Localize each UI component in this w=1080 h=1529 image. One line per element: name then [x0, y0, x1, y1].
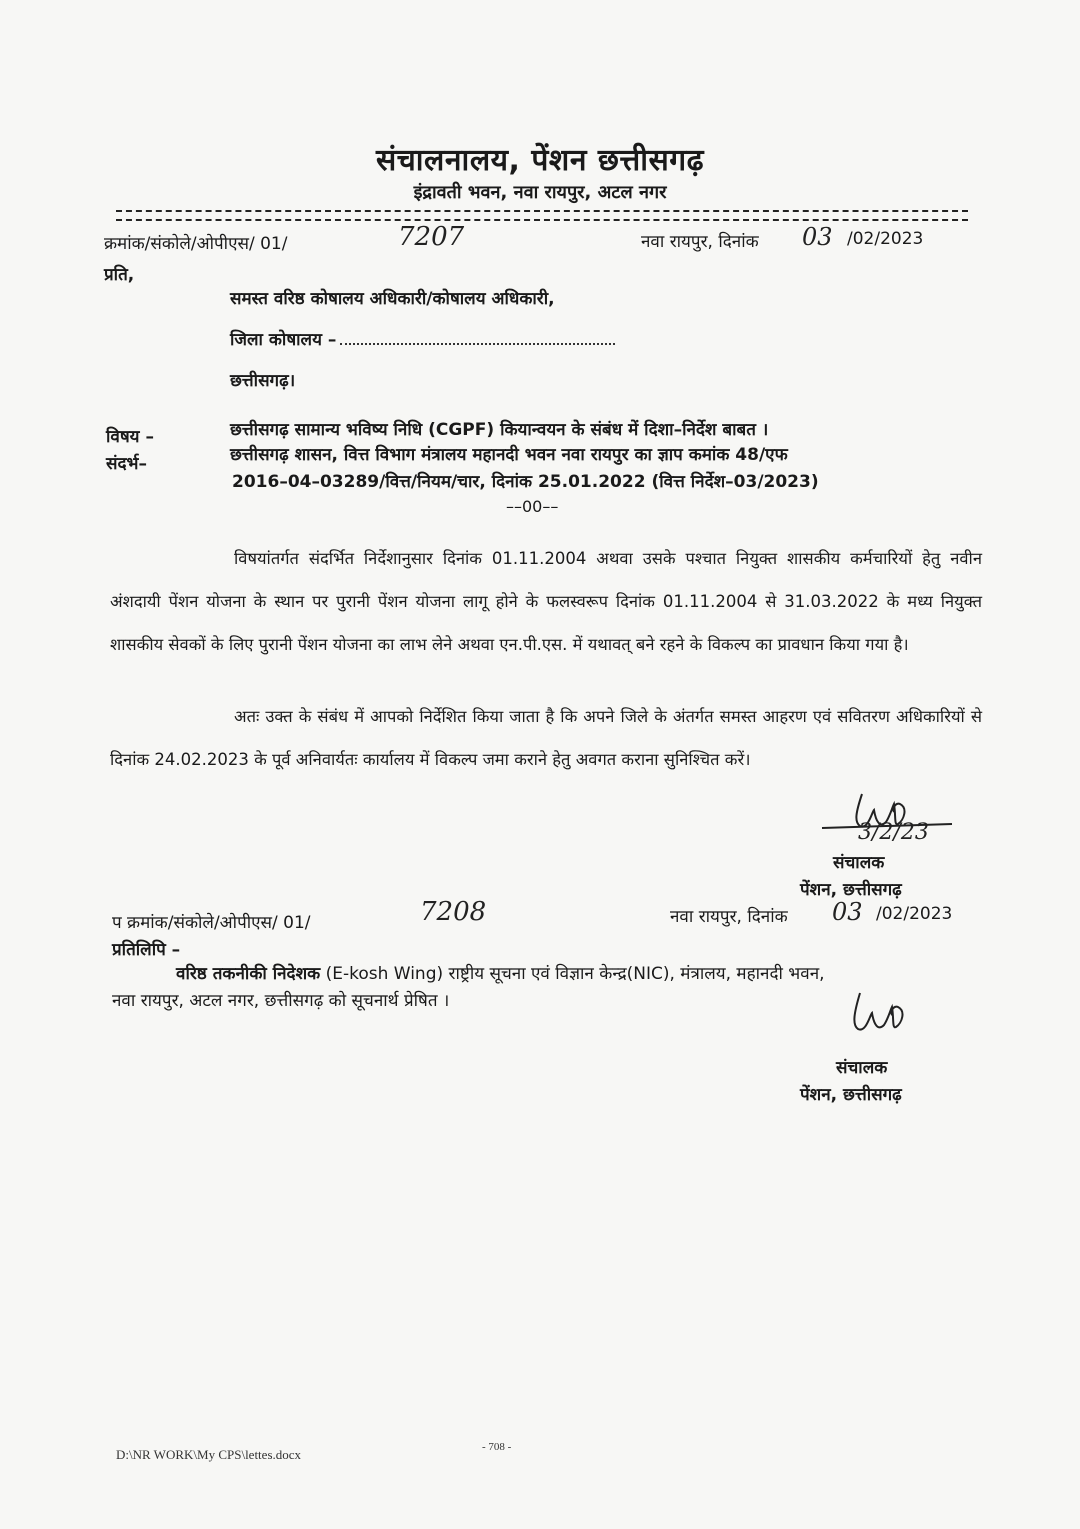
office-address: इंद्रावती भवन, नवा रायपुर, अटल नगर — [413, 182, 667, 203]
recipient-line-3: छत्तीसगढ़। — [230, 371, 296, 391]
paragraph-2-text: अतः उक्त के संबंध में आपको निर्देशित किया जाता है कि अपने जिले के अंतर्गत समस्त आहरण एवं सवितरण अधिकारियों से दिनांक 24.02.2023 के पूर्व अनिवार्यतः कार्यालय में विकल्प जमा कराने हेतु अवगत कराना सुनिश्चित करें। — [110, 707, 982, 769]
copy-recipient-rest: (E-kosh Wing) राष्ट्रीय सूचना एवं विज्ञान केन्द्र(NIC), मंत्रालय, महानदी भवन, — [325, 964, 825, 984]
signatory-2-office: पेंशन, छत्तीसगढ़ — [800, 1085, 902, 1105]
subject-text: छत्तीसगढ़ सामान्य भविष्य निधि (CGPF) कियान्वयन के संबंध में दिशा–निर्देश बाबत । — [230, 420, 769, 440]
recipient-line-2 — [230, 327, 615, 350]
office-title: संचालनालय, पेंशन छत्तीसगढ़ — [375, 143, 705, 178]
copy-ref-prefix: प क्रमांक/संकोले/ओपीएस/ 01/ — [112, 913, 311, 933]
body-paragraph-1 — [110, 537, 982, 666]
signatory-1-office: पेंशन, छत्तीसगढ़ — [800, 880, 902, 900]
letter-date-rest: /02/2023 — [847, 229, 924, 249]
signature-2-image — [830, 985, 940, 1055]
copy-date-day: 03 — [832, 898, 863, 926]
footer-file-path: D:\NR WORK\My CPS\lettes.docx — [116, 1447, 302, 1462]
letter-ref-number: 7207 — [398, 222, 465, 252]
separator: ––00–– — [506, 497, 559, 516]
copy-line-1 — [176, 961, 825, 984]
reference-line-2: 2016–04–03289/वित्त/नियम/चार, दिनांक 25.01.2022 (वित्त निर्देश–03/2023) — [232, 472, 819, 492]
letter-date-day: 03 — [802, 223, 833, 251]
header-divider — [116, 210, 968, 221]
to-label: प्रति, — [104, 265, 135, 285]
copy-ref-number: 7208 — [420, 897, 487, 927]
copy-line-2: नवा रायपुर, अटल नगर, छत्तीसगढ़ को सूचनार्थ प्रेषित । — [112, 991, 450, 1011]
subject-label: विषय – — [106, 427, 154, 447]
copy-date-prefix: नवा रायपुर, दिनांक — [670, 907, 788, 927]
reference-line-1: छत्तीसगढ़ शासन, वित्त विभाग मंत्रालय महानदी भवन नवा रायपुर का ज्ञाप कमांक 48/एफ — [230, 445, 788, 465]
copy-recipient-bold: वरिष्ठ तकनीकी निदेशक — [176, 964, 321, 984]
blank-fill-line — [340, 343, 615, 345]
signature-date: 3/2/23 — [858, 820, 929, 845]
footer-page-number: - 708 - — [482, 1441, 512, 1453]
signatory-1-title: संचालक — [833, 853, 885, 873]
letter-date-prefix: नवा रायपुर, दिनांक — [641, 232, 759, 252]
reference-label: संदर्भ– — [106, 454, 147, 474]
body-paragraph-2 — [110, 695, 982, 781]
letter-ref-prefix: क्रमांक/संकोले/ओपीएस/ 01/ — [104, 234, 288, 254]
signatory-2-title: संचालक — [836, 1058, 888, 1078]
paragraph-1-text: विषयांतर्गत संदर्भित निर्देशानुसार दिनांक 01.11.2004 अथवा उसके पश्चात नियुक्त शासकीय कर्मचारियों हेतु नवीन अंशदायी पेंशन योजना के स्थान पर पुरानी पेंशन योजना लागू होने के फलस्वरूप दिनांक 01.11.2004 से 31.03.2022 के मध्य नियुक्त शासकीय सेवकों के लिए पुरानी पेंशन योजना का लाभ लेने अथवा एन.पी.एस. में यथावत् बने रहने के विकल्प का प्रावधान किया गया है। — [110, 549, 982, 654]
copy-label: प्रतिलिपि – — [112, 940, 181, 960]
recipient-line-1: समस्त वरिष्ठ कोषालय अधिकारी/कोषालय अधिकारी, — [230, 289, 555, 309]
copy-date-rest: /02/2023 — [876, 904, 953, 924]
recipient-district: जिला कोषालय – — [230, 330, 337, 350]
